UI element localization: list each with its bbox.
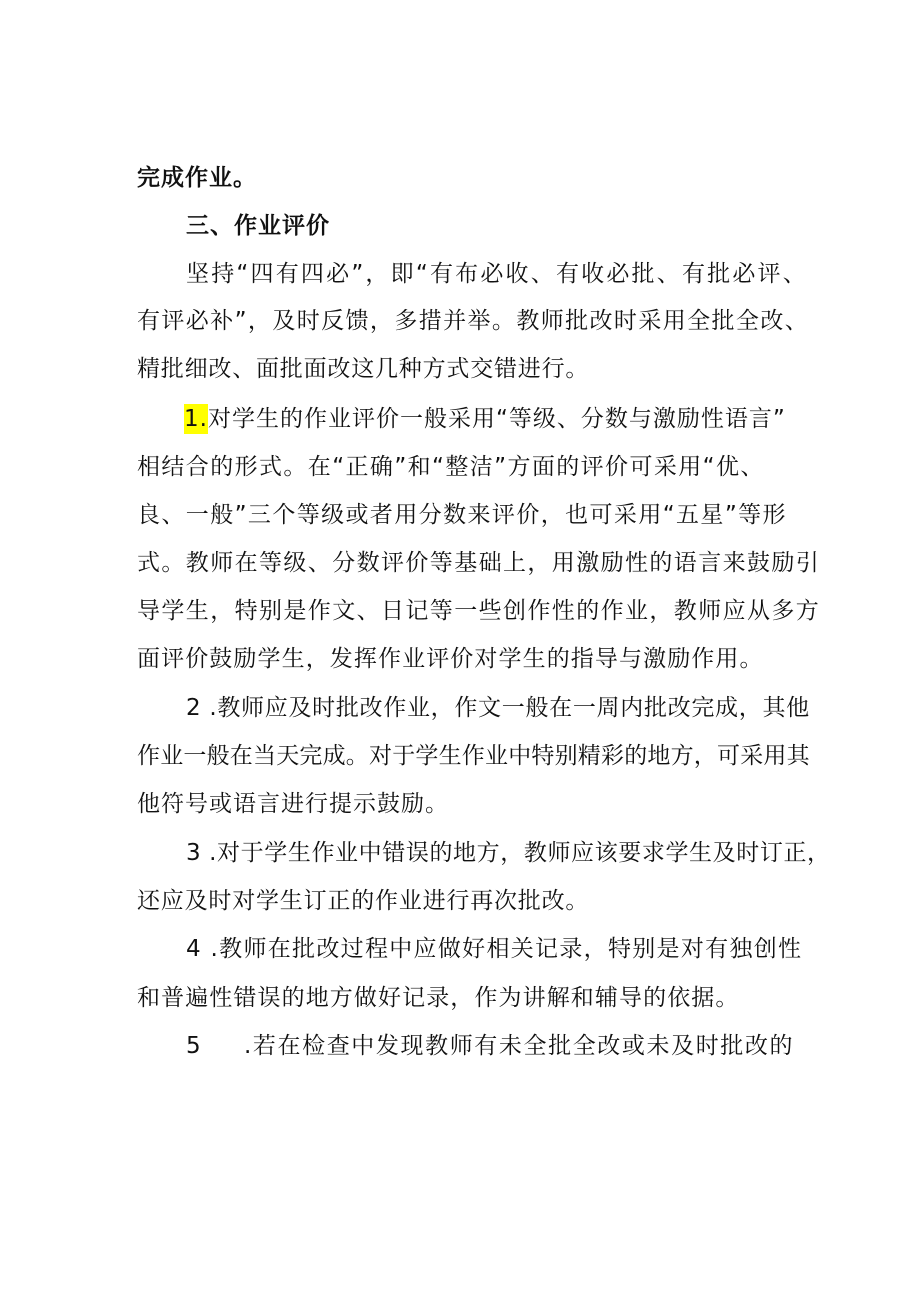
text-line: 完成作业。 (137, 165, 257, 191)
text-line: 坚持“四有四必”，即“有布必收、有收必批、有批必评、 (186, 261, 808, 287)
text-line: 他符号或语言进行提示鼓励。 (137, 791, 449, 817)
text-line: 精批细改、面批面改这几种方式交错进行。 (137, 356, 590, 382)
text-line: 还应及时对学生订正的作业进行再次批改。 (137, 888, 590, 914)
list-item-3: 3 .对于学生作业中错误的地方，教师应该要求学生及时订正， (186, 840, 831, 866)
section-heading: 三、作业评价 (186, 213, 330, 239)
list-item-5 (186, 1031, 794, 1061)
text-line: 式。教师在等级、分数评价等基础上，用激励性的语言来鼓励引 (137, 550, 821, 576)
text-line: 导学生，特别是作文、日记等一些创作性的作业，教师应从多方 (137, 598, 821, 624)
text-line: 相结合的形式。在“正确”和“整洁”方面的评价可采用“优、 (137, 454, 765, 480)
list-item-2: 2 .教师应及时批改作业，作文一般在一周内批改完成，其他 (186, 695, 810, 721)
list-item-4: 4 .教师在批改过程中应做好相关记录，特别是对有独创性 (186, 936, 803, 962)
text-line: 面评价鼓励学生，发挥作业评价对学生的指导与激励作用。 (137, 646, 764, 672)
text-line: 和普遍性错误的地方做好记录，作为讲解和辅导的依据。 (137, 985, 740, 1011)
text-line: 良、一般”三个等级或者用分数来评价，也可采用“五星”等形 (137, 502, 787, 528)
list-item-text: .若在检查中发现教师有未全批全改或未及时批改的 (244, 1033, 795, 1059)
list-item-1 (184, 404, 786, 434)
text-line: 有评必补”，及时反馈，多措并举。教师批改时采用全批全改、 (137, 308, 810, 334)
text-line: 作业一般在当天完成。对于学生作业中特别精彩的地方，可采用其 (137, 743, 810, 769)
list-number: 5 (186, 1033, 202, 1059)
highlighted-number: 1. (184, 406, 208, 432)
list-item-text: 对学生的作业评价一般采用“等级、分数与激励性语言” (207, 406, 786, 432)
